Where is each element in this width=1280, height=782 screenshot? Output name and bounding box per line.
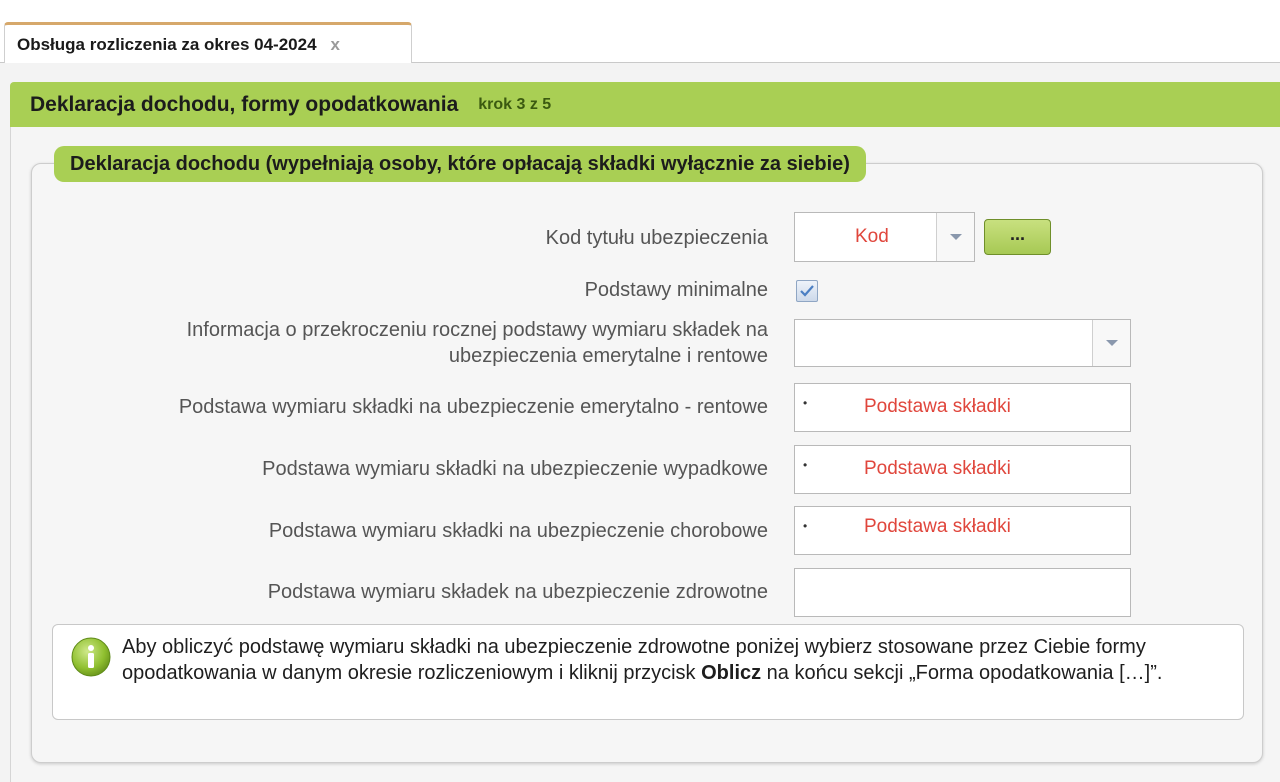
emerytalne-placeholder: Podstawa składki <box>864 396 1011 417</box>
kod-select[interactable] <box>794 212 975 262</box>
emerytalne-label: Podstawa wymiaru składki na ubezpieczenie emerytalno - rentowe <box>178 396 768 418</box>
checkmark-icon <box>799 284 815 298</box>
panel-legend-text: Deklaracja dochodu (wypełniają osoby, które opłacają składki wyłącznie za siebie) <box>70 152 850 175</box>
info-text-before: Aby obliczyć podstawę wymiaru składki na ubezpieczenie zdrowotne poniżej wybierz stosowane przez Ciebie formy opodatkowania w danym okresie rozliczeniowym i kliknij przycisk <box>122 636 1146 684</box>
chorobowe-placeholder: Podstawa składki <box>864 516 1011 537</box>
emerytalne-input[interactable]: • Podstawa składki <box>794 383 1131 432</box>
kod-label: Kod tytułu ubezpieczenia <box>545 227 768 249</box>
info-text <box>122 634 1227 686</box>
main-content <box>0 63 1280 782</box>
minimal-checkbox[interactable] <box>796 280 818 302</box>
section-body <box>10 127 1280 782</box>
tab-title[interactable]: Obsługa rozliczenia za okres 04-2024 <box>17 34 317 54</box>
info-exceed-label-line2: ubezpieczenia emerytalne i rentowe <box>448 345 768 367</box>
kod-placeholder: Kod <box>855 226 889 247</box>
panel-legend <box>54 146 866 182</box>
more-button[interactable]: ... <box>984 219 1051 255</box>
chorobowe-label: Podstawa wymiaru składki na ubezpieczenie chorobowe <box>268 520 768 542</box>
step-indicator: krok 3 z 5 <box>478 95 552 113</box>
info-exceed-label-line1: Informacja o przekroczeniu rocznej podstawy wymiaru składek na <box>186 319 768 341</box>
chevron-down-icon[interactable] <box>1092 320 1130 366</box>
zdrowotne-input[interactable] <box>794 568 1131 617</box>
close-icon[interactable]: x <box>330 34 340 54</box>
section-title: Deklaracja dochodu, formy opodatkowania <box>30 92 459 116</box>
wypadkowe-placeholder: Podstawa składki <box>864 458 1011 479</box>
info-text-after: na końcu sekcji „Forma opodatkowania […]”. <box>761 662 1163 684</box>
zdrowotne-label: Podstawa wymiaru składek na ubezpieczenie zdrowotne <box>267 581 768 603</box>
info-box <box>52 624 1244 720</box>
chorobowe-input[interactable]: • Podstawa składki <box>794 506 1131 555</box>
wypadkowe-label: Podstawa wymiaru składki na ubezpieczenie wypadkowe <box>262 458 768 480</box>
tab-bar <box>0 0 1280 63</box>
info-exceed-label <box>187 317 768 369</box>
section-header <box>10 82 1280 127</box>
info-exceed-select[interactable] <box>794 319 1131 367</box>
tab-rozliczenie[interactable] <box>4 22 412 64</box>
oblicz-keyword: Oblicz <box>701 662 762 684</box>
chevron-down-icon[interactable] <box>936 213 974 261</box>
minimal-label: Podstawy minimalne <box>584 279 768 301</box>
income-declaration-panel <box>31 152 1263 763</box>
info-icon <box>71 637 111 677</box>
wypadkowe-input[interactable]: • Podstawa składki <box>794 445 1131 494</box>
